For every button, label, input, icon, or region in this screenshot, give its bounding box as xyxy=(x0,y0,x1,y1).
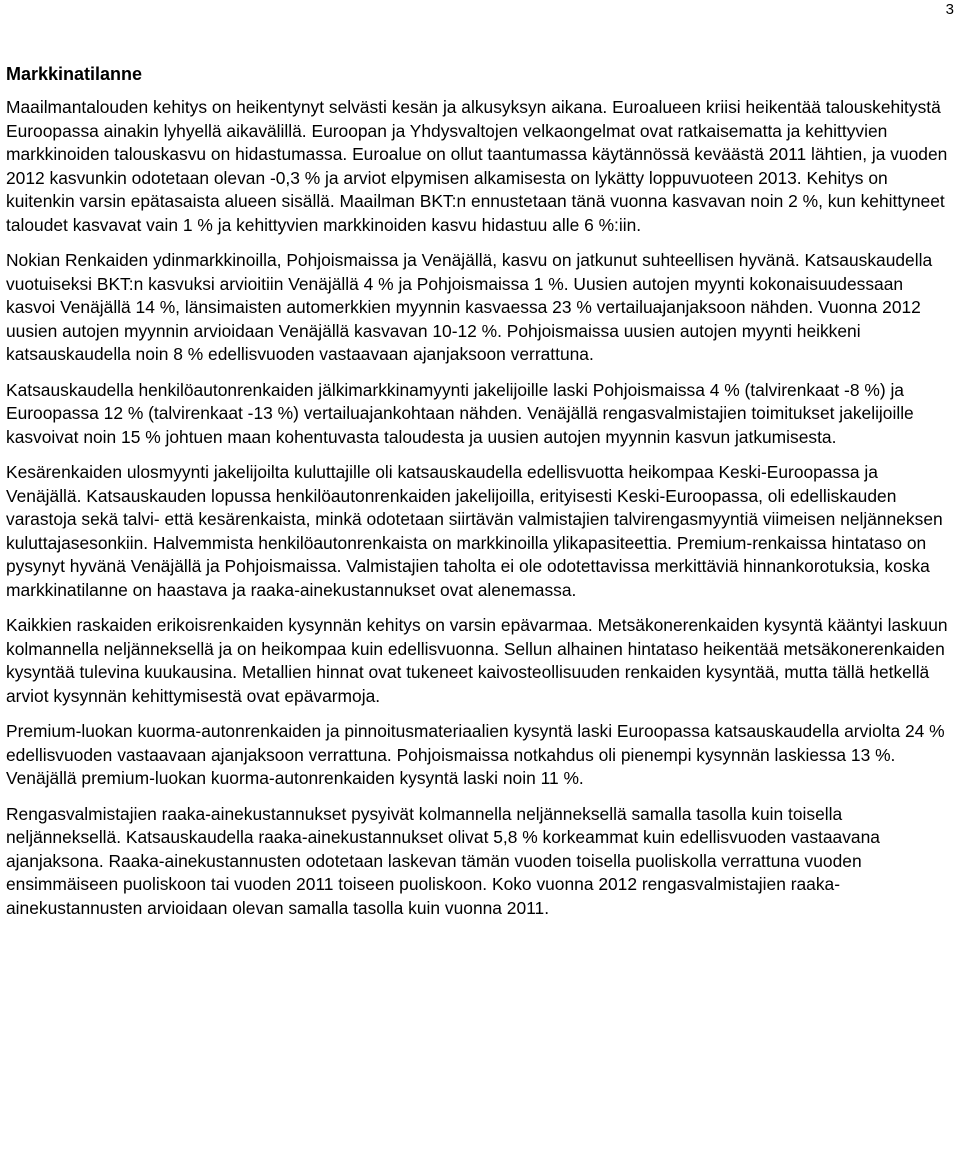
page-number: 3 xyxy=(945,1,954,18)
paragraph-1: Maailmantalouden kehitys on heikentynyt selvästi kesän ja alkusyksyn aikana. Euroalueen kriisi heikentää talouskehitystä Euroopassa ainakin lyhyellä aikavälillä. Euroopan ja Yhdysvaltojen velkaongelmat ovat ratkaisematta ja kehittyvien markkinoiden talouskasvu on hidastumassa. Euroalue on ollut taantumassa käytännössä keväästä 2011 lähtien, ja vuoden 2012 kasvunkin odotetaan olevan -0,3 % ja arviot elpymisen alkamisesta on lykätty loppuvuoteen 2013. Kehitys on kuitenkin varsin epätasaista alueen sisällä. Maailman BKT:n ennustetaan tänä vuonna kasvavan noin 2 %, kun kehittyneet taloudet kasvavat vain 1 % ja kehittyvien markkinoiden kasvu hidastuu alle 6 %:iin. xyxy=(6,97,948,235)
paragraph-6: Premium-luokan kuorma-autonrenkaiden ja pinnoitusmateriaalien kysyntä laski Euroopassa katsauskaudella arviolta 24 % edellisvuoden vastaavaan ajanjaksoon verrattuna. Pohjoismaissa notkahdus oli pienempi kysynnän laskiessa 13 %. Venäjällä premium-luokan kuorma-autonrenkaiden kysyntä laski noin 11 %. xyxy=(6,721,945,788)
document-body xyxy=(6,62,956,932)
paragraph-2: Nokian Renkaiden ydinmarkkinoilla, Pohjoismaissa ja Venäjällä, kasvu on jatkunut suhteellisen hyvänä. Katsauskaudella vuotuiseksi BKT:n kasvuksi arvioitiin Venäjällä 4 % ja Pohjoismaissa 1 %. Uusien autojen myynti kokonaisuudessaan kasvoi Venäjällä 14 %, länsimaisten automerkkien myynnin kasvaessa 23 % vertailuajanjaksoon nähden. Vuonna 2012 uusien autojen myynnin arvioidaan Venäjällä kasvavan 10-12 %. Pohjoismaissa uusien autojen myynti heikkeni katsauskaudella noin 8 % edellisvuoden vastaavaan ajanjaksoon verrattuna. xyxy=(6,250,933,364)
paragraph-3: Katsauskaudella henkilöautonrenkaiden jälkimarkkinamyynti jakelijoille laski Pohjoismaissa 4 % (talvirenkaat -8 %) ja Euroopassa 12 % (talvirenkaat -13 %) vertailuajankohtaan nähden. Venäjällä rengasvalmistajien toimitukset jakelijoille kasvoivat noin 15 % johtuen maan kohentuvasta taloudesta ja uusien autojen myynnin kasvun jatkumisesta. xyxy=(6,379,914,447)
paragraph-5: Kaikkien raskaiden erikoisrenkaiden kysynnän kehitys on varsin epävarmaa. Metsäkonerenkaiden kysyntä kääntyi laskuun kolmannella neljänneksellä ja on heikompaa kuin edellisvuonna. Sellun alhainen hintataso heikentää metsäkonerenkaiden kysyntää tulevina kuukausina. Metallien hinnat ovat tukeneet kaivosteollisuuden renkaiden kysyntää, mutta tällä hetkellä arviot kysynnän kehittymisestä ovat epävarmoja. xyxy=(6,615,948,706)
paragraph-7: Rengasvalmistajien raaka-ainekustannukset pysyivät kolmannella neljänneksellä samalla tasolla kuin toisella neljänneksellä. Katsauskaudella raaka-ainekustannukset olivat 5,8 % korkeammat kuin edellisvuoden vastaavana ajanjaksona. Raaka-ainekustannusten odotetaan laskevan tämän vuoden toisella puoliskolla verrattuna vuoden ensimmäiseen puoliskoon tai vuoden 2011 toiseen puoliskoon. Koko vuonna 2012 rengasvalmistajien raaka-ainekustannusten arvioidaan olevan samalla tasolla kuin vuonna 2011. xyxy=(6,803,880,918)
paragraph-4: Kesärenkaiden ulosmyynti jakelijoilta kuluttajille oli katsauskaudella edellisvuotta heikompaa Keski-Euroopassa ja Venäjällä. Katsauskauden lopussa henkilöautonrenkaiden jakelijoilla, erityisesti Keski-Euroopassa, oli edelliskauden varastoja sekä talvi- että kesärenkaista, minkä odotetaan siirtävän valmistajien talvirengasmyyntiä viimeisen neljänneksen kuluttajasesonkiin. Halvemmista henkilöautonrenkaista on markkinoilla ylikapasiteettia. Premium-renkaissa hintataso on pysynyt hyvänä Venäjällä ja Pohjoismaissa. Valmistajien taholta ei ole odotettavissa merkittäviä hinnankorotuksia, koska markkinatilanne on haastava ja raaka-ainekustannukset ovat alenemassa. xyxy=(6,462,943,600)
section-heading: Markkinatilanne xyxy=(6,64,143,84)
